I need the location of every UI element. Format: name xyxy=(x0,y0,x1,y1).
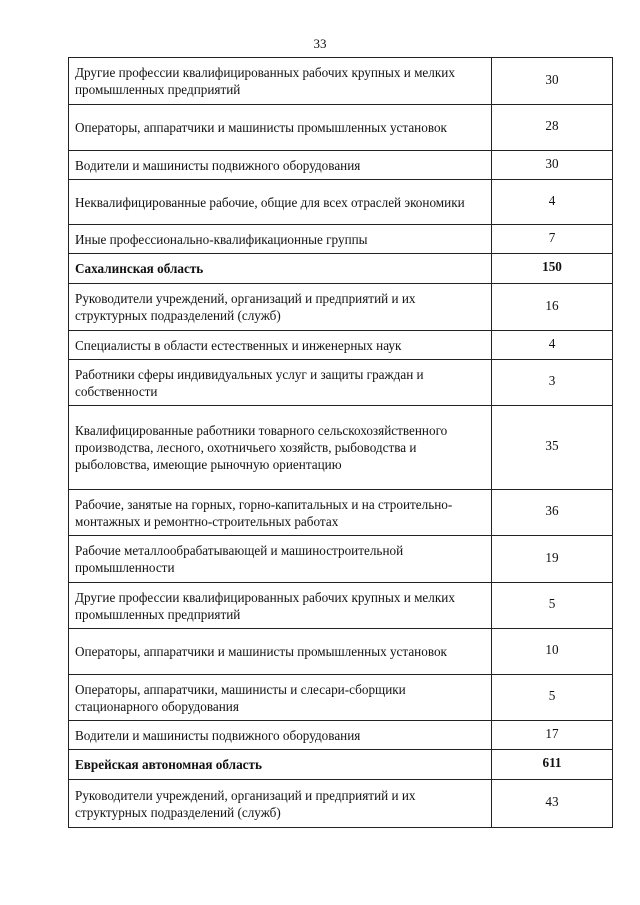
table-row xyxy=(69,284,613,331)
occupation-name: Другие профессии квалифицированных рабочих крупных и мелких промышленных предприятий xyxy=(69,583,492,629)
table-row xyxy=(69,58,613,105)
quota-value: 16 xyxy=(492,284,613,331)
table-row xyxy=(69,331,613,360)
occupation-name: Специалисты в области естественных и инженерных наук xyxy=(69,331,492,360)
table-row xyxy=(69,360,613,406)
table-row xyxy=(69,105,613,151)
occupation-name: Операторы, аппаратчики и машинисты промышленных установок xyxy=(69,629,492,675)
quota-value: 19 xyxy=(492,536,613,583)
quota-value: 28 xyxy=(492,105,613,151)
occupation-name: Рабочие, занятые на горных, горно-капитальных и на строительно-монтажных и ремонтно-строительных работах xyxy=(69,490,492,536)
occupation-name: Рабочие металлообрабатывающей и машиностроительной промышленности xyxy=(69,536,492,583)
table-row xyxy=(69,583,613,629)
quota-value: 17 xyxy=(492,721,613,750)
occupation-name: Операторы, аппаратчики и машинисты промышленных установок xyxy=(69,105,492,151)
occupation-name: Водители и машинисты подвижного оборудования xyxy=(69,151,492,180)
region-row xyxy=(69,254,613,284)
table-row xyxy=(69,180,613,225)
quota-value: 4 xyxy=(492,180,613,225)
quota-value: 35 xyxy=(492,406,613,490)
table-row xyxy=(69,780,613,828)
quota-value: 5 xyxy=(492,583,613,629)
table-row xyxy=(69,721,613,750)
quota-value: 7 xyxy=(492,225,613,254)
quota-value: 4 xyxy=(492,331,613,360)
region-name: Еврейская автономная область xyxy=(69,750,492,780)
occupation-name: Другие профессии квалифицированных рабочих крупных и мелких промышленных предприятий xyxy=(69,58,492,105)
quota-table xyxy=(68,57,613,828)
table-row xyxy=(69,675,613,721)
quota-value: 30 xyxy=(492,151,613,180)
occupation-name: Руководители учреждений, организаций и предприятий и их структурных подразделений (служб) xyxy=(69,780,492,828)
table-row xyxy=(69,406,613,490)
occupation-name: Иные профессионально-квалификационные группы xyxy=(69,225,492,254)
region-name: Сахалинская область xyxy=(69,254,492,284)
quota-value: 3 xyxy=(492,360,613,406)
occupation-name: Руководители учреждений, организаций и предприятий и их структурных подразделений (служб) xyxy=(69,284,492,331)
occupation-name: Работники сферы индивидуальных услуг и защиты граждан и собственности xyxy=(69,360,492,406)
quota-value: 43 xyxy=(492,780,613,828)
occupation-name: Водители и машинисты подвижного оборудования xyxy=(69,721,492,750)
quota-value: 5 xyxy=(492,675,613,721)
occupation-name: Операторы, аппаратчики, машинисты и слесари-сборщики стационарного оборудования xyxy=(69,675,492,721)
page-number: 33 xyxy=(313,36,327,51)
table-row xyxy=(69,225,613,254)
quota-value: 36 xyxy=(492,490,613,536)
quota-table-body xyxy=(69,58,613,828)
table-row xyxy=(69,490,613,536)
table-row xyxy=(69,151,613,180)
quota-value: 30 xyxy=(492,58,613,105)
table-row xyxy=(69,629,613,675)
region-total: 150 xyxy=(492,254,613,284)
region-total: 611 xyxy=(492,750,613,780)
region-row xyxy=(69,750,613,780)
occupation-name: Неквалифицированные рабочие, общие для всех отраслей экономики xyxy=(69,180,492,225)
table-row xyxy=(69,536,613,583)
occupation-name: Квалифицированные работники товарного сельскохозяйственного производства, лесного, охотничьего хозяйств, рыбоводства и рыболовства, имеющие рыночную ориентацию xyxy=(69,406,492,490)
quota-value: 10 xyxy=(492,629,613,675)
